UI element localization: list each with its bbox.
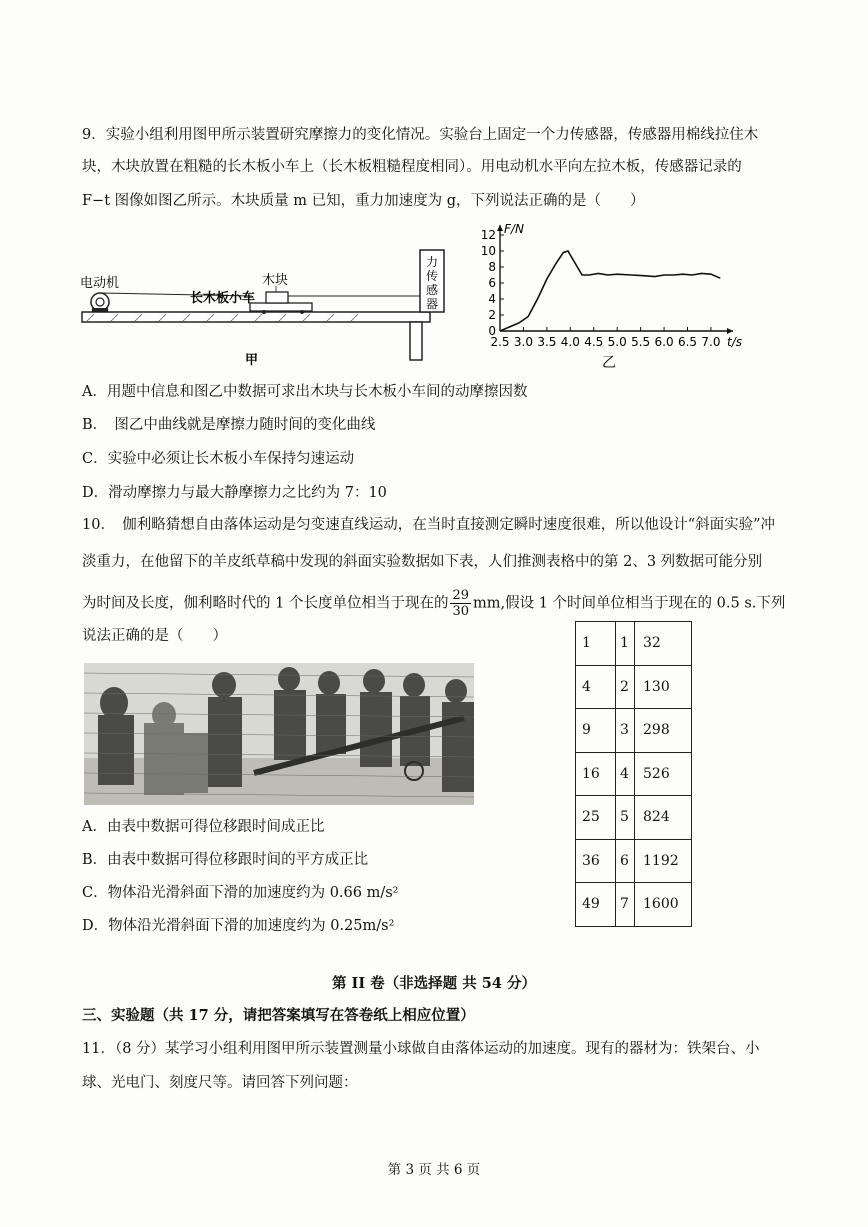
table-row	[576, 839, 692, 883]
x-tick-label: 4.5	[584, 335, 604, 349]
q11-stem-line2: 球、光电门、刻度尺等。请回答下列问题：	[82, 1075, 358, 1091]
q10-stem-line2: 淡重力，在他留下的羊皮纸草稿中发现的斜面实验数据如下表，人们推测表格中的第 2、3 列数据可能分别	[82, 554, 763, 570]
y-tick-label: 10	[480, 244, 496, 258]
fraction-denominator: 30	[452, 604, 469, 619]
fraction-numerator: 29	[452, 588, 469, 603]
table-cell: 16	[576, 752, 616, 796]
table-cell: 32	[635, 622, 692, 666]
lab-bench	[82, 312, 430, 322]
table-cell: 25	[576, 796, 616, 840]
table-row	[576, 752, 692, 796]
q9-apparatus-figure	[80, 240, 450, 370]
y-axis-label: F/N	[504, 222, 524, 236]
q10-option-b[interactable]: B．由表中数据可得位移跟时间的平方成正比	[82, 852, 369, 868]
table-cell: 1192	[635, 839, 692, 883]
table-cell: 5	[616, 796, 635, 840]
table-cell: 3	[616, 709, 635, 753]
q10-stem-line3	[82, 588, 785, 619]
y-axis-arrow	[497, 225, 503, 231]
q9-option-a[interactable]: A．用题中信息和图乙中数据可求出木块与长木板小车间的动摩擦因数	[82, 384, 528, 400]
y-tick-label: 6	[488, 276, 496, 290]
x-tick-label: 4.0	[560, 335, 580, 349]
q10-option-a[interactable]: A．由表中数据可得位移跟时间成正比	[82, 819, 325, 835]
q10-stem-line3-a: 为时间及长度，伽利略时代的 1 个长度单位相当于现在的	[82, 595, 449, 612]
table-row	[576, 622, 692, 666]
table-cell: 6	[616, 839, 635, 883]
q9-option-d[interactable]: D．滑动摩擦力与最大静摩擦力之比约为 7：10	[82, 485, 387, 501]
board-label: 长木板小车	[190, 291, 256, 306]
x-axis-arrow	[727, 328, 733, 334]
table-row	[576, 665, 692, 709]
table-cell: 1	[576, 622, 616, 666]
block-label: 木块	[262, 273, 289, 288]
table-cell: 1	[616, 622, 635, 666]
bench-leg	[410, 322, 422, 360]
table-cell: 49	[576, 883, 616, 927]
x-tick-label: 3.5	[537, 335, 557, 349]
x-tick-label: 6.5	[677, 335, 698, 349]
wooden-block	[266, 292, 288, 303]
table-row	[576, 796, 692, 840]
table-cell: 2	[616, 665, 635, 709]
y-tick-label: 8	[488, 260, 496, 274]
q10-option-d[interactable]: D．物体沿光滑斜面下滑的加速度约为 0.25m/s²	[82, 918, 395, 934]
motor-label: 电动机	[80, 276, 120, 291]
table-cell: 36	[576, 839, 616, 883]
x-tick-label: 5.5	[631, 335, 651, 349]
galileo-engraving-image	[84, 663, 474, 805]
q9-stem-line3: F−t 图像如图乙所示。木块质量 m 已知，重力加速度为 g，下列说法正确的是（ ）	[82, 193, 645, 209]
section-2-title: 第 II 卷（非选择题 共 54 分）	[332, 975, 536, 992]
q10-stem-line3-b: mm,假设 1 个时间单位相当于现在的 0.5 s.下列	[473, 595, 786, 612]
table-cell: 1600	[635, 883, 692, 927]
x-tick-label: 3.0	[513, 335, 533, 349]
q11-stem-line1: 11．（8 分）某学习小组利用图甲所示装置测量小球做自由落体运动的加速度。现有的器材为：铁架台、小	[82, 1041, 760, 1057]
table-cell: 298	[635, 709, 692, 753]
galileo-data-table	[575, 621, 692, 927]
q9-stem-line2: 块，木块放置在粗糙的长木板小车上（长木板粗糙程度相同）。用电动机水平向左拉木板，传感器记录的	[82, 159, 742, 175]
y-tick-label: 12	[480, 228, 496, 242]
table-cell: 526	[635, 752, 692, 796]
table-cell: 4	[616, 752, 635, 796]
table-row	[576, 709, 692, 753]
q10-stem-line1: 10． 伽利略猜想自由落体运动是匀变速直线运动，在当时直接测定瞬时速度很难，所以他设计“斜面实验”冲	[82, 517, 776, 533]
table-row	[576, 883, 692, 927]
q9-stem-line1: 9．实验小组利用图甲所示装置研究摩擦力的变化情况。实验台上固定一个力传感器，传感器用棉线拉住木	[82, 127, 759, 143]
table-cell: 824	[635, 796, 692, 840]
table-cell: 130	[635, 665, 692, 709]
figure-caption-jia: 甲	[245, 353, 259, 368]
q10-option-c[interactable]: C．物体沿光滑斜面下滑的加速度约为 0.66 m/s²	[82, 885, 399, 901]
length-unit-fraction	[450, 588, 471, 619]
figure-caption-yi: 乙	[602, 355, 616, 371]
q9-force-time-chart	[478, 220, 748, 372]
y-tick-label: 4	[488, 292, 496, 306]
table-cell: 9	[576, 709, 616, 753]
x-axis-label: t/s	[727, 335, 742, 349]
y-tick-label: 0	[488, 324, 496, 338]
sensor-label: 力传感器	[426, 255, 439, 311]
q9-option-b[interactable]: B． 图乙中曲线就是摩擦力随时间的变化曲线	[82, 417, 376, 433]
y-tick-label: 2	[488, 308, 496, 322]
x-tick-label: 7.0	[701, 335, 721, 349]
q9-option-c[interactable]: C．实验中必须让长木板小车保持匀速运动	[82, 451, 355, 467]
x-tick-label: 6.0	[654, 335, 674, 349]
section-3-title: 三、实验题（共 17 分，请把答案填写在答卷纸上相应位置）	[82, 1007, 475, 1024]
force-curve	[500, 251, 720, 331]
q10-stem-line4: 说法正确的是（ ）	[82, 628, 227, 644]
long-board-cart	[250, 303, 312, 311]
table-cell: 7	[616, 883, 635, 927]
x-tick-label: 2.5	[490, 335, 510, 349]
page-footer: 第 3 页 共 6 页	[387, 1162, 481, 1178]
x-tick-label: 5.0	[607, 335, 627, 349]
table-cell: 4	[576, 665, 616, 709]
